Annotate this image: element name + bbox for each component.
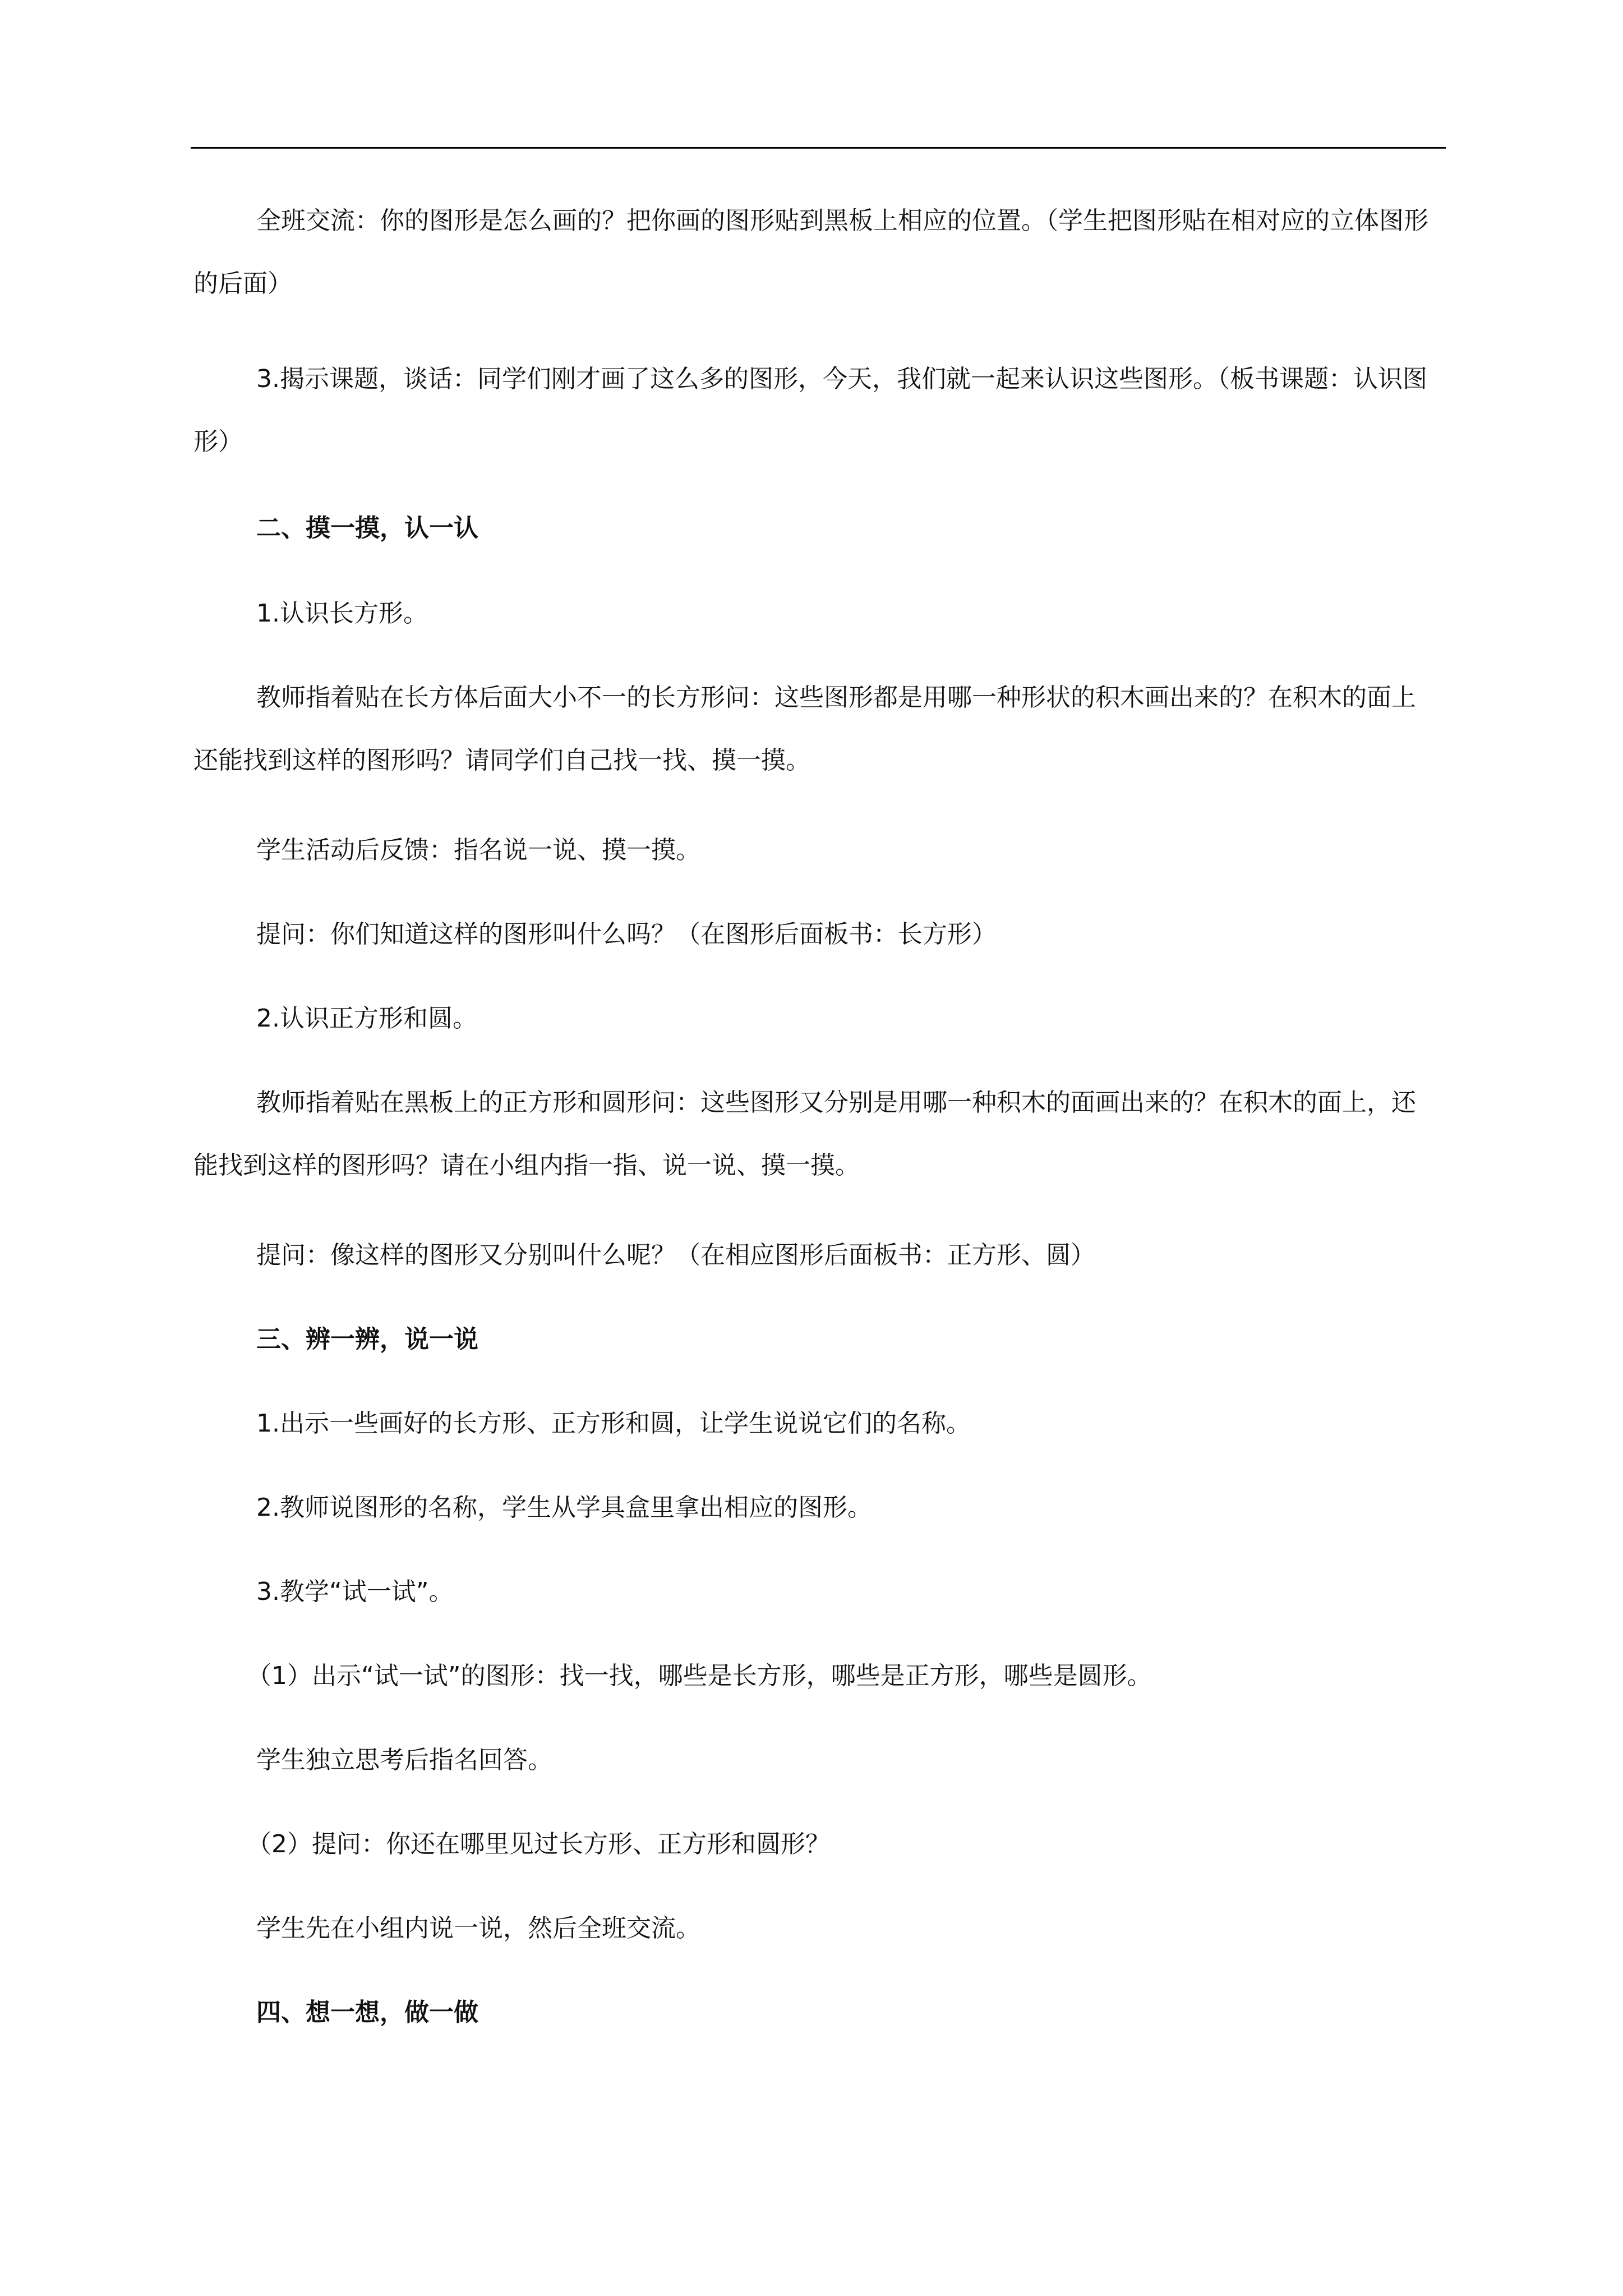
paragraph-try-it-2: （2）提问：你还在哪里见过长方形、正方形和圆形？ (247, 1830, 830, 1858)
paragraph-try-it: 3.教学“试一试”。 (256, 1577, 454, 1606)
paragraph-feedback: 学生活动后反馈：指名说一说、摸一摸。 (256, 836, 700, 864)
paragraph-independent: 学生独立思考后指名回答。 (256, 1746, 552, 1774)
paragraph-rectangle: 1.认识长方形。 (256, 599, 428, 628)
paragraph-teacher-rectangle: 教师指着贴在长方体后面大小不一的长方形问：这些图形都是用哪一种形状的积木画出来的？在积木的面上还能找到这样的图形吗？请同学们自己找一找、摸一摸。 (193, 683, 1416, 775)
paragraph-teacher-square-circle: 教师指着贴在黑板上的正方形和圆形问：这些图形又分别是用哪一种积木的面画出来的？在积木的面上，还能找到这样的图形吗？请在小组内指一指、说一说、摸一摸。 (193, 1088, 1416, 1180)
paragraph-square-circle: 2.认识正方形和圆。 (256, 1004, 477, 1033)
section-heading-think: 四、想一想，做一做 (256, 1998, 478, 2027)
paragraph-class-exchange: 全班交流：你的图形是怎么画的？把你画的图形贴到黑板上相应的位置。（学生把图形贴在相对应的立体图形的后面） (193, 206, 1428, 298)
section-heading-identify: 三、辨一辨，说一说 (256, 1325, 478, 1354)
header-rule (191, 147, 1446, 149)
paragraph-reveal-topic: 3.揭示课题，谈话：同学们刚才画了这么多的图形，今天，我们就一起来认识这些图形。（板书课题：认识图形） (193, 365, 1427, 456)
paragraph-question-rectangle: 提问：你们知道这样的图形叫什么吗？（在图形后面板书：长方形） (256, 920, 997, 949)
paragraph-teacher-names: 2.教师说图形的名称，学生从学具盒里拿出相应的图形。 (256, 1493, 872, 1522)
section-heading-touch: 二、摸一摸，认一认 (256, 514, 478, 542)
paragraph-question-square-circle: 提问：像这样的图形又分别叫什么呢？（在相应图形后面板书：正方形、圆） (256, 1241, 1095, 1269)
paragraph-group-discuss: 学生先在小组内说一说，然后全班交流。 (256, 1914, 700, 1943)
paragraph-show-shapes: 1.出示一些画好的长方形、正方形和圆，让学生说说它们的名称。 (256, 1409, 971, 1438)
paragraph-try-it-1: （1）出示“试一试”的图形：找一找，哪些是长方形，哪些是正方形，哪些是圆形。 (247, 1662, 1152, 1690)
